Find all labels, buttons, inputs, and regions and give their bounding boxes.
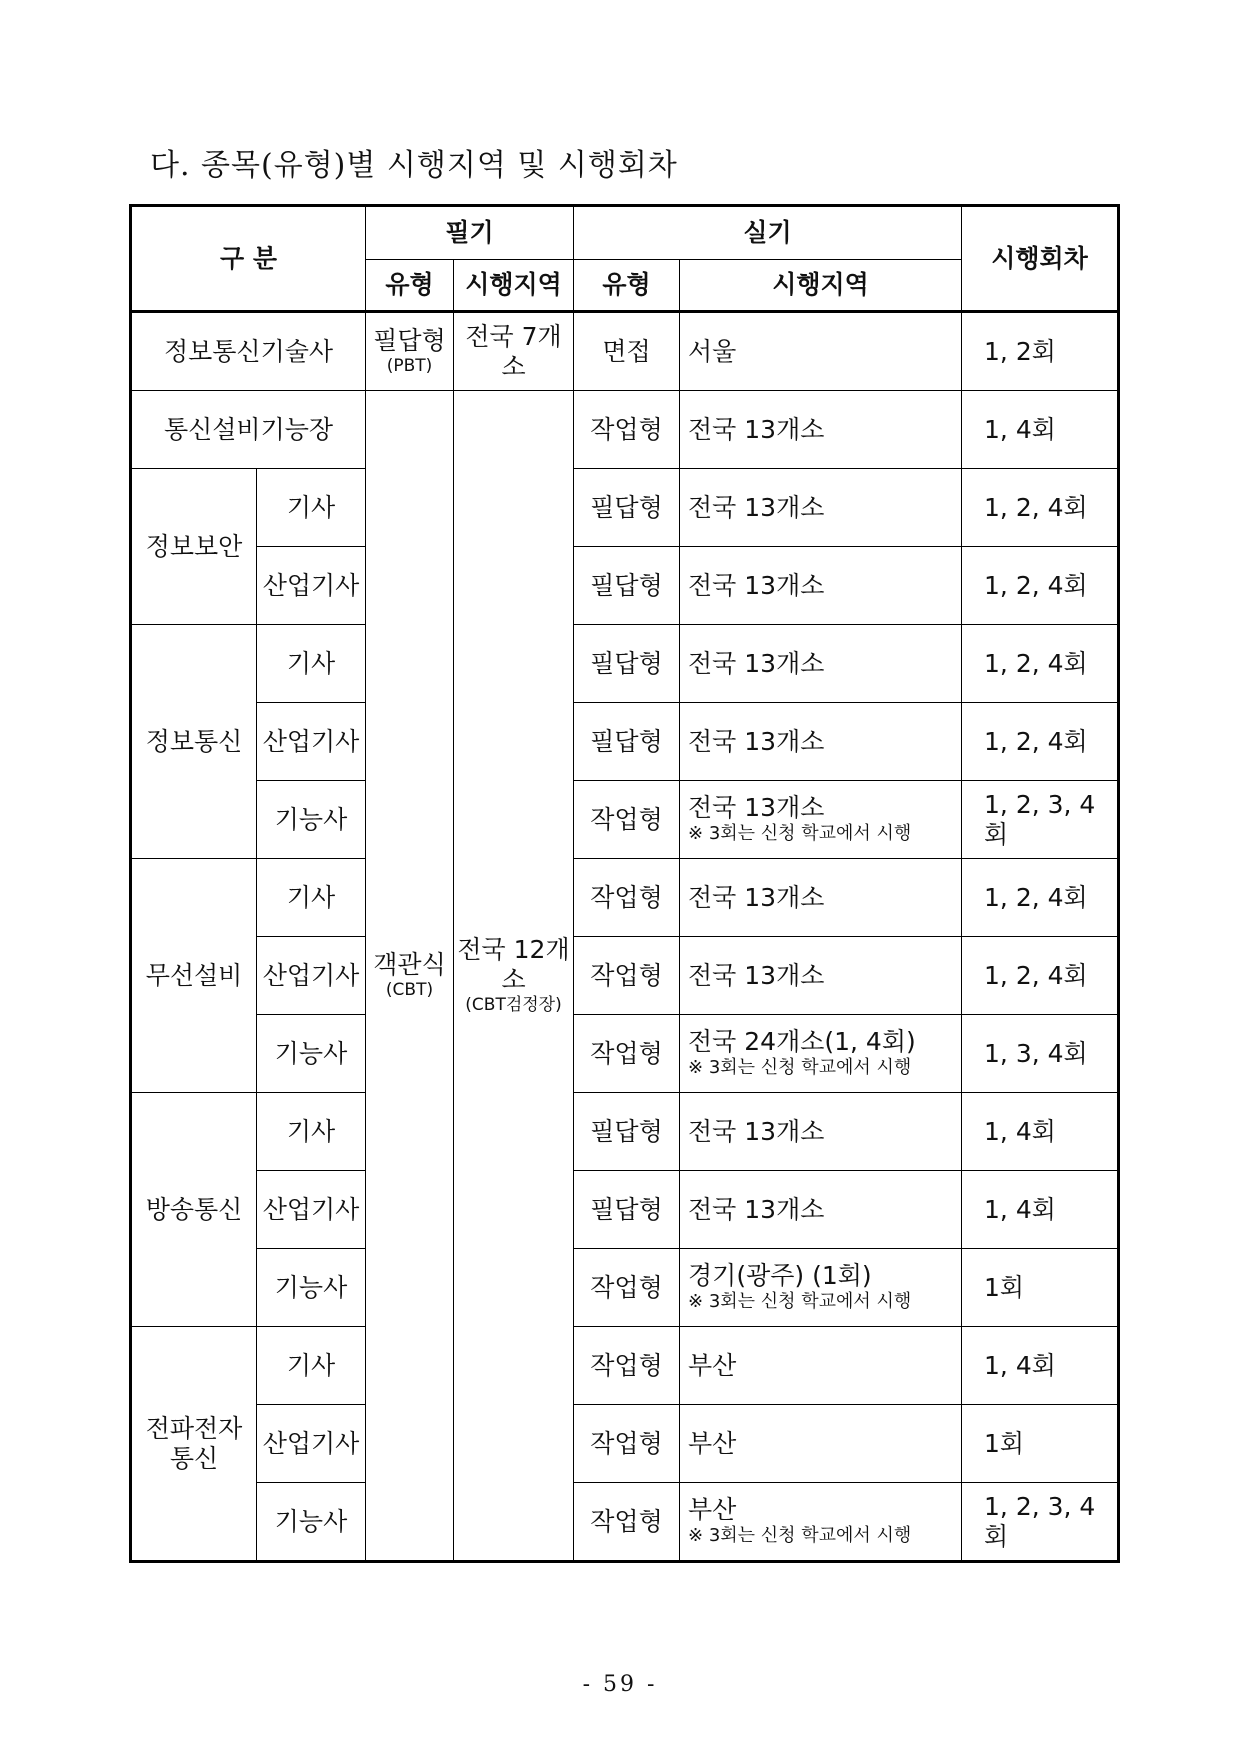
practical-region — [680, 781, 962, 859]
practical-region: 전국 13개소 — [680, 469, 962, 547]
written-type-pbt — [366, 312, 454, 391]
group-label-line2: 통신 — [169, 1443, 219, 1473]
section-heading: 다. 종목(유형)별 시행지역 및 시행회차 — [150, 148, 678, 183]
table-row — [131, 859, 1119, 937]
practical-region: 부산 — [680, 1327, 962, 1405]
grade-cell: 기사 — [257, 1093, 366, 1171]
practical-type: 필답형 — [574, 547, 680, 625]
table-row — [131, 625, 1119, 703]
table-row — [131, 703, 1119, 781]
header-written-region: 시행지역 — [454, 260, 574, 312]
grade-cell: 기사 — [257, 469, 366, 547]
grade-cell: 산업기사 — [257, 1171, 366, 1249]
rounds-cell: 1, 2, 3, 4회 — [962, 781, 1119, 859]
page-number: - 59 - — [582, 1672, 658, 1697]
rounds-cell: 1, 2, 4회 — [962, 859, 1119, 937]
practical-region — [680, 1015, 962, 1093]
practical-region: 전국 13개소 — [680, 391, 962, 469]
table-row — [131, 1171, 1119, 1249]
header-practical: 실기 — [574, 206, 962, 260]
practical-type: 작업형 — [574, 1483, 680, 1562]
header-practical-type: 유형 — [574, 260, 680, 312]
group-jeongbo-tongsin: 정보통신 — [131, 625, 257, 859]
rounds-cell: 1, 3, 4회 — [962, 1015, 1119, 1093]
practical-region: 전국 13개소 — [680, 547, 962, 625]
grade-cell: 기사 — [257, 625, 366, 703]
group-label-line1: 전파전자 — [145, 1413, 243, 1443]
region-text: 전국 13개소 — [688, 793, 825, 823]
table-row — [131, 1405, 1119, 1483]
header-row-1 — [131, 206, 1119, 260]
row-category: 정보통신기술사 — [131, 312, 366, 391]
table-row — [131, 312, 1119, 391]
practical-region — [680, 1249, 962, 1327]
header-practical-region: 시행지역 — [680, 260, 962, 312]
written-region-pbt: 전국 7개소 — [454, 312, 574, 391]
region-text: 전국 24개소(1, 4회) — [688, 1027, 916, 1057]
rounds-cell: 1, 2, 4회 — [962, 937, 1119, 1015]
row-category: 통신설비기능장 — [131, 391, 366, 469]
practical-type: 작업형 — [574, 391, 680, 469]
practical-region: 전국 13개소 — [680, 1171, 962, 1249]
group-bangsong-tongsin: 방송통신 — [131, 1093, 257, 1327]
practical-type: 면접 — [574, 312, 680, 391]
rounds-cell: 1회 — [962, 1249, 1119, 1327]
written-region-cbt-sub: (CBT검정장) — [465, 995, 562, 1016]
practical-region: 부산 — [680, 1405, 962, 1483]
written-type-cbt — [366, 391, 454, 1562]
grade-cell: 기능사 — [257, 1483, 366, 1562]
table-row — [131, 1093, 1119, 1171]
rounds-cell: 1, 2, 4회 — [962, 625, 1119, 703]
table-row — [131, 469, 1119, 547]
rounds-cell: 1, 2, 4회 — [962, 469, 1119, 547]
table-row — [131, 1327, 1119, 1405]
grade-cell: 기능사 — [257, 781, 366, 859]
region-text: 부산 — [688, 1495, 737, 1525]
table-row — [131, 1015, 1119, 1093]
region-note: ※ 3회는 신청 학교에서 시행 — [688, 823, 912, 845]
practical-type: 작업형 — [574, 1405, 680, 1483]
written-region-cbt-label: 전국 12개소 — [457, 935, 570, 995]
rounds-cell: 1, 2, 4회 — [962, 547, 1119, 625]
grade-cell: 산업기사 — [257, 703, 366, 781]
practical-region: 전국 13개소 — [680, 1093, 962, 1171]
practical-type: 필답형 — [574, 703, 680, 781]
region-note: ※ 3회는 신청 학교에서 시행 — [688, 1291, 912, 1313]
region-note: ※ 3회는 신청 학교에서 시행 — [688, 1525, 912, 1547]
practical-type: 필답형 — [574, 469, 680, 547]
practical-region: 전국 13개소 — [680, 703, 962, 781]
rounds-cell: 1, 2회 — [962, 312, 1119, 391]
rounds-cell: 1, 4회 — [962, 1171, 1119, 1249]
exam-schedule-table — [129, 204, 1120, 1563]
header-written-type: 유형 — [366, 260, 454, 312]
written-type-cbt-label: 객관식 — [373, 950, 446, 980]
written-type-pbt-label: 필답형 — [373, 326, 446, 356]
practical-region: 전국 13개소 — [680, 625, 962, 703]
practical-type: 작업형 — [574, 859, 680, 937]
table-row — [131, 547, 1119, 625]
grade-cell: 기능사 — [257, 1015, 366, 1093]
practical-type: 필답형 — [574, 625, 680, 703]
practical-type: 작업형 — [574, 1249, 680, 1327]
region-text: 경기(광주) (1회) — [688, 1261, 872, 1291]
group-jeongbo-boan: 정보보안 — [131, 469, 257, 625]
rounds-cell: 1회 — [962, 1405, 1119, 1483]
grade-cell: 기사 — [257, 1327, 366, 1405]
grade-cell: 산업기사 — [257, 547, 366, 625]
table-row — [131, 781, 1119, 859]
group-museon-seolbi: 무선설비 — [131, 859, 257, 1093]
rounds-cell: 1, 2, 3, 4회 — [962, 1483, 1119, 1562]
region-note: ※ 3회는 신청 학교에서 시행 — [688, 1057, 912, 1079]
practical-type: 작업형 — [574, 937, 680, 1015]
header-rounds: 시행회차 — [962, 206, 1119, 312]
written-type-cbt-sub: (CBT) — [385, 980, 434, 1001]
grade-cell: 기능사 — [257, 1249, 366, 1327]
practical-type: 작업형 — [574, 1327, 680, 1405]
grade-cell: 산업기사 — [257, 1405, 366, 1483]
table-row — [131, 937, 1119, 1015]
practical-region: 전국 13개소 — [680, 937, 962, 1015]
header-written: 필기 — [366, 206, 574, 260]
rounds-cell: 1, 4회 — [962, 391, 1119, 469]
practical-region — [680, 1483, 962, 1562]
practical-type: 작업형 — [574, 1015, 680, 1093]
table-row — [131, 1483, 1119, 1562]
written-type-pbt-sub: (PBT) — [386, 356, 433, 377]
rounds-cell: 1, 4회 — [962, 1327, 1119, 1405]
table-row — [131, 1249, 1119, 1327]
rounds-cell: 1, 2, 4회 — [962, 703, 1119, 781]
practical-type: 필답형 — [574, 1093, 680, 1171]
practical-type: 필답형 — [574, 1171, 680, 1249]
grade-cell: 기사 — [257, 859, 366, 937]
header-category: 구 분 — [131, 206, 366, 312]
grade-cell: 산업기사 — [257, 937, 366, 1015]
group-jeonpa-jeonja-tongsin — [131, 1327, 257, 1562]
practical-region: 서울 — [680, 312, 962, 391]
table-row — [131, 391, 1119, 469]
rounds-cell: 1, 4회 — [962, 1093, 1119, 1171]
practical-type: 작업형 — [574, 781, 680, 859]
written-region-cbt — [454, 391, 574, 1562]
practical-region: 전국 13개소 — [680, 859, 962, 937]
